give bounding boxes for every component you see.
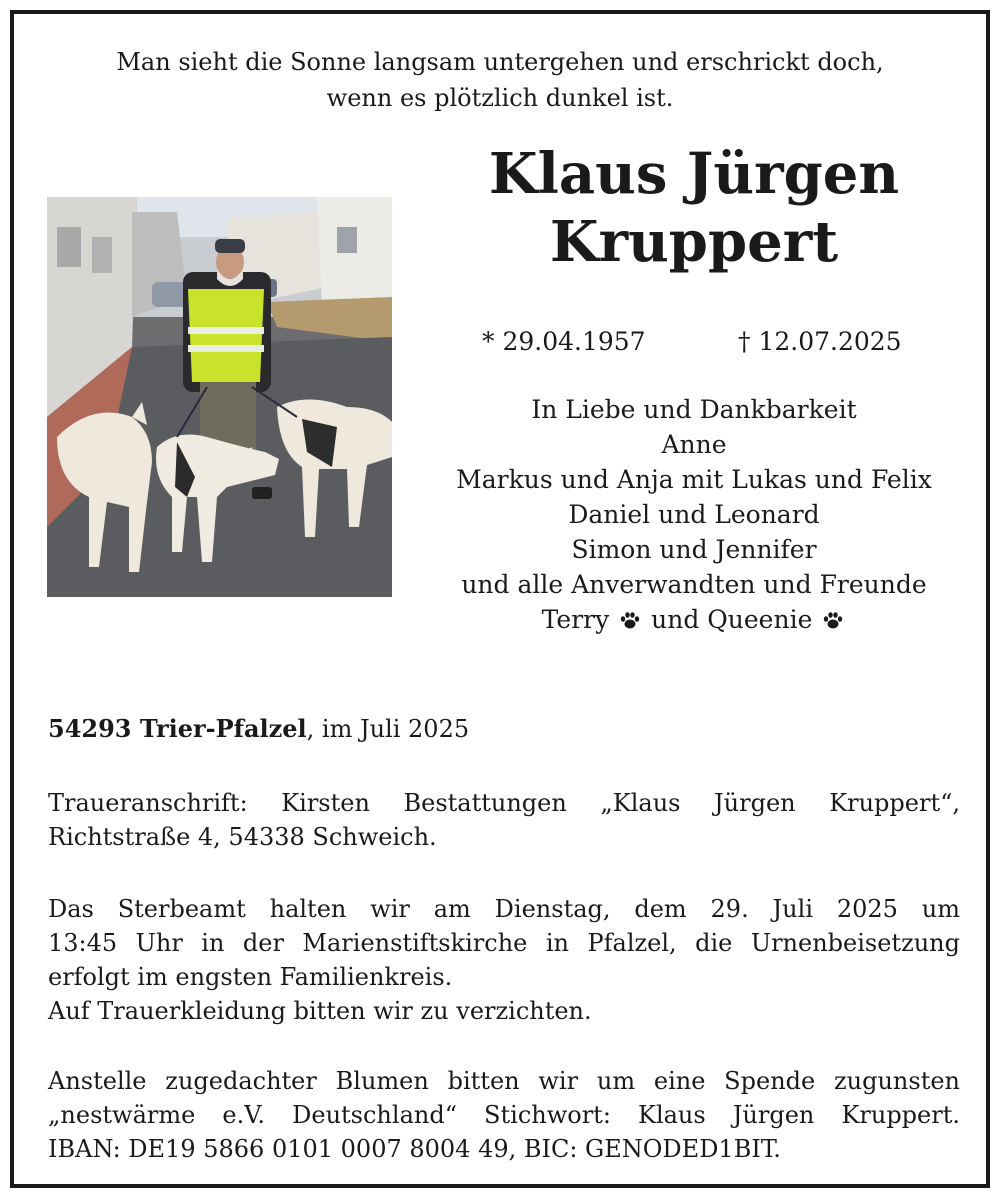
deceased-photo <box>47 197 392 597</box>
mourner-line: und alle Anverwandten und Freunde <box>461 570 927 599</box>
place-name: 54293 Trier-Pfalzel <box>48 714 307 743</box>
paw-icon <box>822 610 844 630</box>
place-date <box>48 712 960 746</box>
quote-line-1: Man sieht die Sonne langsam untergehen und erschrickt doch, <box>116 48 884 76</box>
mourner-line: Markus und Anja mit Lukas und Felix <box>456 465 932 494</box>
pets-line <box>414 602 974 637</box>
ceremony-line-4: Auf Trauerkleidung bitten wir zu verzichten. <box>48 997 592 1025</box>
mourning-address <box>48 786 960 854</box>
address-line-2: Richtstraße 4, 54338 Schweich. <box>48 823 437 851</box>
quote-line-2: wenn es plötzlich dunkel ist. <box>326 84 674 112</box>
mourners-list <box>414 392 974 637</box>
pet-name-terry: Terry <box>541 605 610 634</box>
mourners-intro: In Liebe und Dankbarkeit <box>531 395 857 424</box>
ceremony-line-2: 13:45 Uhr in der Marienstiftskirche in Pfalzel, die Urnenbeisetzung <box>48 929 960 957</box>
death-date: † 12.07.2025 <box>738 327 902 356</box>
place-month: , im Juli 2025 <box>306 715 470 743</box>
ceremony-line-3: erfolgt im engsten Familienkreis. <box>48 963 453 991</box>
mourner-line: Simon und Jennifer <box>571 535 817 564</box>
ceremony-info <box>48 892 960 1028</box>
donation-info <box>48 1064 960 1166</box>
ceremony-line-1: Das Sterbeamt halten wir am Dienstag, dem 29. Juli 2025 um <box>48 895 960 923</box>
donation-line-2: „nestwärme e.V. Deutschland“ Stichwort: Klaus Jürgen Kruppert. <box>48 1101 960 1129</box>
memorial-quote <box>14 44 986 116</box>
deceased-name <box>414 140 974 276</box>
obituary-frame <box>10 10 990 1188</box>
deceased-first-names: Klaus Jürgen <box>488 141 900 207</box>
mourner-line: Daniel und Leonard <box>568 500 820 529</box>
birth-date: * 29.04.1957 <box>482 327 646 356</box>
address-line-1: Traueranschrift: Kirsten Bestattungen „Klaus Jürgen Kruppert“, <box>48 789 960 817</box>
mourner-line: Anne <box>661 430 727 459</box>
paw-icon <box>619 610 641 630</box>
deceased-last-name: Kruppert <box>549 209 839 275</box>
pet-name-queenie: und Queenie <box>651 605 813 634</box>
donation-line-3: IBAN: DE19 5866 0101 0007 8004 49, BIC: GENODED1BIT. <box>48 1135 781 1163</box>
donation-line-1: Anstelle zugedachter Blumen bitten wir um eine Spende zugunsten <box>48 1067 960 1095</box>
